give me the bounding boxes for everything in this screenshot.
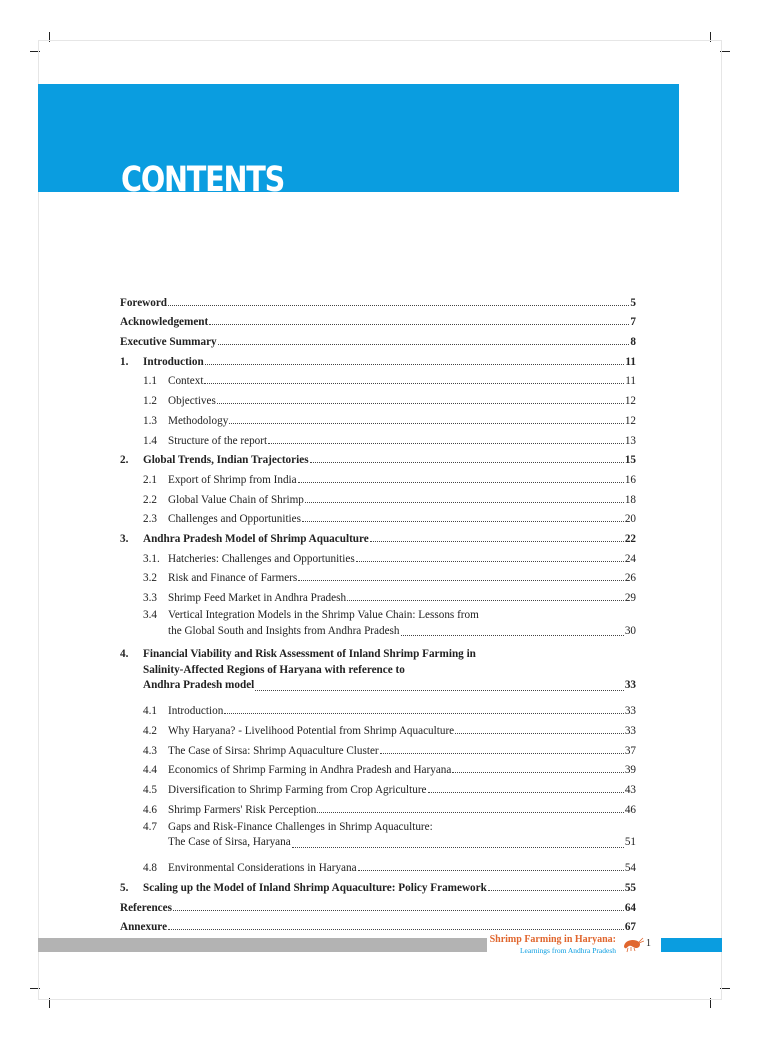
toc-entry[interactable] xyxy=(120,855,636,875)
table-of-contents xyxy=(120,289,636,933)
toc-entry-title: The Case of Sirsa, Haryana xyxy=(168,836,291,849)
toc-entry-page: 16 xyxy=(624,473,636,486)
toc-entry-title: Methodology xyxy=(168,414,229,427)
toc-entry[interactable] xyxy=(120,604,636,643)
toc-entry[interactable] xyxy=(120,368,636,388)
dot-leader xyxy=(380,753,624,754)
toc-entry[interactable] xyxy=(120,525,636,545)
toc-entry-page: 24 xyxy=(624,552,636,565)
dot-leader xyxy=(401,635,624,636)
toc-entry-page: 15 xyxy=(624,454,636,467)
toc-entry[interactable] xyxy=(120,289,636,309)
dot-leader xyxy=(298,580,624,581)
toc-entry-page: 22 xyxy=(624,532,636,545)
toc-entry-title: Global Value Chain of Shrimp xyxy=(168,493,304,506)
toc-entry-title: Shrimp Farmers' Risk Perception xyxy=(168,803,317,816)
toc-entry-page: 26 xyxy=(624,572,636,585)
toc-entry[interactable] xyxy=(120,776,636,796)
toc-entry-page: 8 xyxy=(630,336,636,349)
dot-leader xyxy=(305,502,624,503)
footer-title-main: Shrimp Farming in Haryana: xyxy=(489,934,616,945)
toc-entry-number: 1.3 xyxy=(143,414,157,427)
toc-entry-page: 64 xyxy=(624,901,636,914)
dot-leader xyxy=(317,812,623,813)
toc-entry-number: 5. xyxy=(120,882,129,894)
toc-entry-number: 3.3 xyxy=(143,592,157,604)
toc-entry-number: 2.2 xyxy=(143,493,157,506)
toc-entry-title: Hatcheries: Challenges and Opportunities xyxy=(168,552,355,565)
toc-entry-page: 7 xyxy=(630,316,636,329)
toc-entry-page: 30 xyxy=(624,624,636,637)
toc-entry[interactable] xyxy=(120,698,636,718)
dot-leader xyxy=(358,870,624,871)
dot-leader xyxy=(229,423,624,424)
toc-entry-title: The Case of Sirsa: Shrimp Aquaculture Cluster xyxy=(168,744,379,757)
dot-leader xyxy=(168,305,629,306)
toc-entry-title: Shrimp Feed Market in Andhra Pradesh xyxy=(168,592,347,604)
toc-entry-page: 11 xyxy=(625,375,636,388)
toc-entry[interactable] xyxy=(120,874,636,894)
dot-leader xyxy=(204,383,624,384)
toc-entry-number: 1.4 xyxy=(143,434,157,447)
toc-entry-number: 4.5 xyxy=(143,783,157,796)
toc-entry-title: Economics of Shrimp Farming in Andhra Pradesh and Haryana xyxy=(168,764,452,777)
toc-entry-page: 54 xyxy=(624,862,636,875)
toc-entry-page: 55 xyxy=(624,882,636,894)
toc-entry-title: Global Trends, Indian Trajectories xyxy=(143,454,309,467)
toc-entry-number: 2.3 xyxy=(143,513,157,526)
dot-leader xyxy=(168,929,624,930)
toc-entry-title: Challenges and Opportunities xyxy=(168,513,301,526)
dot-leader xyxy=(217,403,624,404)
toc-entry[interactable] xyxy=(120,796,636,816)
dot-leader xyxy=(428,792,624,793)
toc-entry-title: Acknowledgement xyxy=(120,316,209,329)
toc-entry-number: 1.2 xyxy=(143,395,157,408)
toc-entry-title: the Global South and Insights from Andhra Pradesh xyxy=(168,624,400,637)
toc-entry-number: 4.3 xyxy=(143,744,157,757)
footer-title xyxy=(490,935,616,955)
toc-entry-number: 3.2 xyxy=(143,572,157,585)
toc-entry-title: Objectives xyxy=(168,395,216,408)
toc-entry-title: Risk and Finance of Farmers xyxy=(168,572,298,585)
toc-entry[interactable] xyxy=(120,447,636,467)
toc-entry-page: 67 xyxy=(624,921,636,934)
footer-gray-bar xyxy=(38,938,487,952)
toc-entry[interactable] xyxy=(120,486,636,506)
dot-leader xyxy=(224,713,624,714)
shrimp-icon xyxy=(620,935,644,953)
toc-entry-number: 2. xyxy=(120,454,129,467)
toc-entry-title: Export of Shrimp from India xyxy=(168,473,297,486)
dot-leader xyxy=(488,890,624,891)
toc-entry-page: 11 xyxy=(625,355,636,368)
toc-entry-title: Introduction xyxy=(168,705,224,718)
toc-entry-title: Diversification to Shrimp Farming from Crop Agriculture xyxy=(168,783,427,796)
toc-entry[interactable] xyxy=(120,387,636,407)
toc-entry[interactable] xyxy=(120,466,636,486)
toc-entry-title: Gaps and Risk-Finance Challenges in Shrimp Aquaculture: xyxy=(168,820,433,833)
toc-entry[interactable] xyxy=(120,565,636,585)
dot-leader xyxy=(455,733,624,734)
toc-entry[interactable] xyxy=(120,894,636,914)
toc-entry[interactable] xyxy=(120,348,636,368)
dot-leader xyxy=(209,324,629,325)
toc-entry[interactable] xyxy=(120,816,636,855)
toc-entry[interactable] xyxy=(120,737,636,757)
toc-entry-title: Andhra Pradesh Model of Shrimp Aquaculture xyxy=(143,532,369,545)
footer-title-sub: Learnings from Andhra Pradesh xyxy=(519,946,616,955)
toc-entry-number: 4. xyxy=(120,648,129,660)
toc-entry-page: 33 xyxy=(624,705,636,718)
toc-entry-number: 4.1 xyxy=(143,705,157,718)
toc-entry[interactable] xyxy=(120,545,636,565)
page-number: 1 xyxy=(646,938,651,949)
toc-entry-page: 51 xyxy=(624,836,636,849)
dot-leader xyxy=(292,847,624,848)
dot-leader xyxy=(356,561,624,562)
toc-entry-title: Why Haryana? - Livelihood Potential from Shrimp Aquaculture xyxy=(168,724,455,737)
toc-entry-number: 4.2 xyxy=(143,724,157,737)
dot-leader xyxy=(302,521,624,522)
toc-entry-page: 33 xyxy=(624,679,636,691)
toc-entry[interactable] xyxy=(120,584,636,604)
dot-leader xyxy=(255,690,624,691)
toc-entry-title: Environmental Considerations in Haryana xyxy=(168,862,357,875)
dot-leader xyxy=(205,364,625,365)
toc-entry-page: 39 xyxy=(624,764,636,777)
toc-entry-title: References xyxy=(120,901,172,914)
toc-entry-page: 29 xyxy=(624,592,636,604)
dot-leader xyxy=(173,910,624,911)
toc-entry-title: Financial Viability and Risk Assessment of Inland Shrimp Farming in xyxy=(143,648,476,660)
header-banner xyxy=(38,84,679,200)
toc-entry-page: 33 xyxy=(624,724,636,737)
toc-entry-page: 43 xyxy=(624,783,636,796)
toc-entry-number: 3.4 xyxy=(143,609,157,621)
toc-entry-number: 4.8 xyxy=(143,862,157,875)
toc-entry-number: 3.1. xyxy=(143,552,160,565)
toc-entry-title: Vertical Integration Models in the Shrimp Value Chain: Lessons from xyxy=(168,609,479,621)
toc-entry-title: Executive Summary xyxy=(120,336,217,349)
toc-entry-number: 4.4 xyxy=(143,764,157,777)
toc-entry[interactable] xyxy=(120,643,636,698)
toc-entry-title: Introduction xyxy=(143,355,204,368)
toc-entry-page: 5 xyxy=(630,296,636,309)
dot-leader xyxy=(347,600,624,601)
dot-leader xyxy=(310,462,624,463)
toc-entry-title: Andhra Pradesh model xyxy=(143,679,255,691)
toc-entry[interactable] xyxy=(120,717,636,737)
toc-entry-title: Annexure xyxy=(120,921,168,934)
toc-entry-page: 12 xyxy=(624,414,636,427)
toc-entry-title: Context xyxy=(168,375,204,388)
toc-entry-title: Foreword xyxy=(120,296,168,309)
toc-entry-number: 4.7 xyxy=(143,820,157,833)
toc-entry[interactable] xyxy=(120,309,636,329)
toc-entry-title: Salinity-Affected Regions of Haryana with reference to xyxy=(143,663,405,676)
toc-entry-page: 46 xyxy=(624,803,636,816)
toc-entry[interactable] xyxy=(120,757,636,777)
footer-blue-bar xyxy=(661,938,722,952)
toc-entry-page: 37 xyxy=(624,744,636,757)
dot-leader xyxy=(268,443,624,444)
dot-leader xyxy=(452,772,623,773)
toc-entry[interactable] xyxy=(120,427,636,447)
dot-leader xyxy=(298,482,624,483)
toc-entry-title: Scaling up the Model of Inland Shrimp Aquaculture: Policy Framework xyxy=(143,882,487,894)
toc-entry-page: 12 xyxy=(624,395,636,408)
page-title: CONTENTS xyxy=(121,160,285,200)
toc-entry-number: 1.1 xyxy=(143,375,157,388)
toc-entry[interactable] xyxy=(120,914,636,934)
toc-entry[interactable] xyxy=(120,328,636,348)
toc-entry-number: 2.1 xyxy=(143,473,157,486)
toc-entry-page: 13 xyxy=(624,434,636,447)
toc-entry[interactable] xyxy=(120,506,636,526)
toc-entry[interactable] xyxy=(120,407,636,427)
dot-leader xyxy=(218,344,630,345)
dot-leader xyxy=(370,541,624,542)
toc-entry-number: 1. xyxy=(120,355,129,368)
toc-entry-number: 4.6 xyxy=(143,803,157,816)
toc-entry-number: 3. xyxy=(120,532,129,545)
toc-entry-title: Structure of the report xyxy=(168,434,268,447)
toc-entry-page: 20 xyxy=(624,513,636,526)
toc-entry-page: 18 xyxy=(624,493,636,506)
